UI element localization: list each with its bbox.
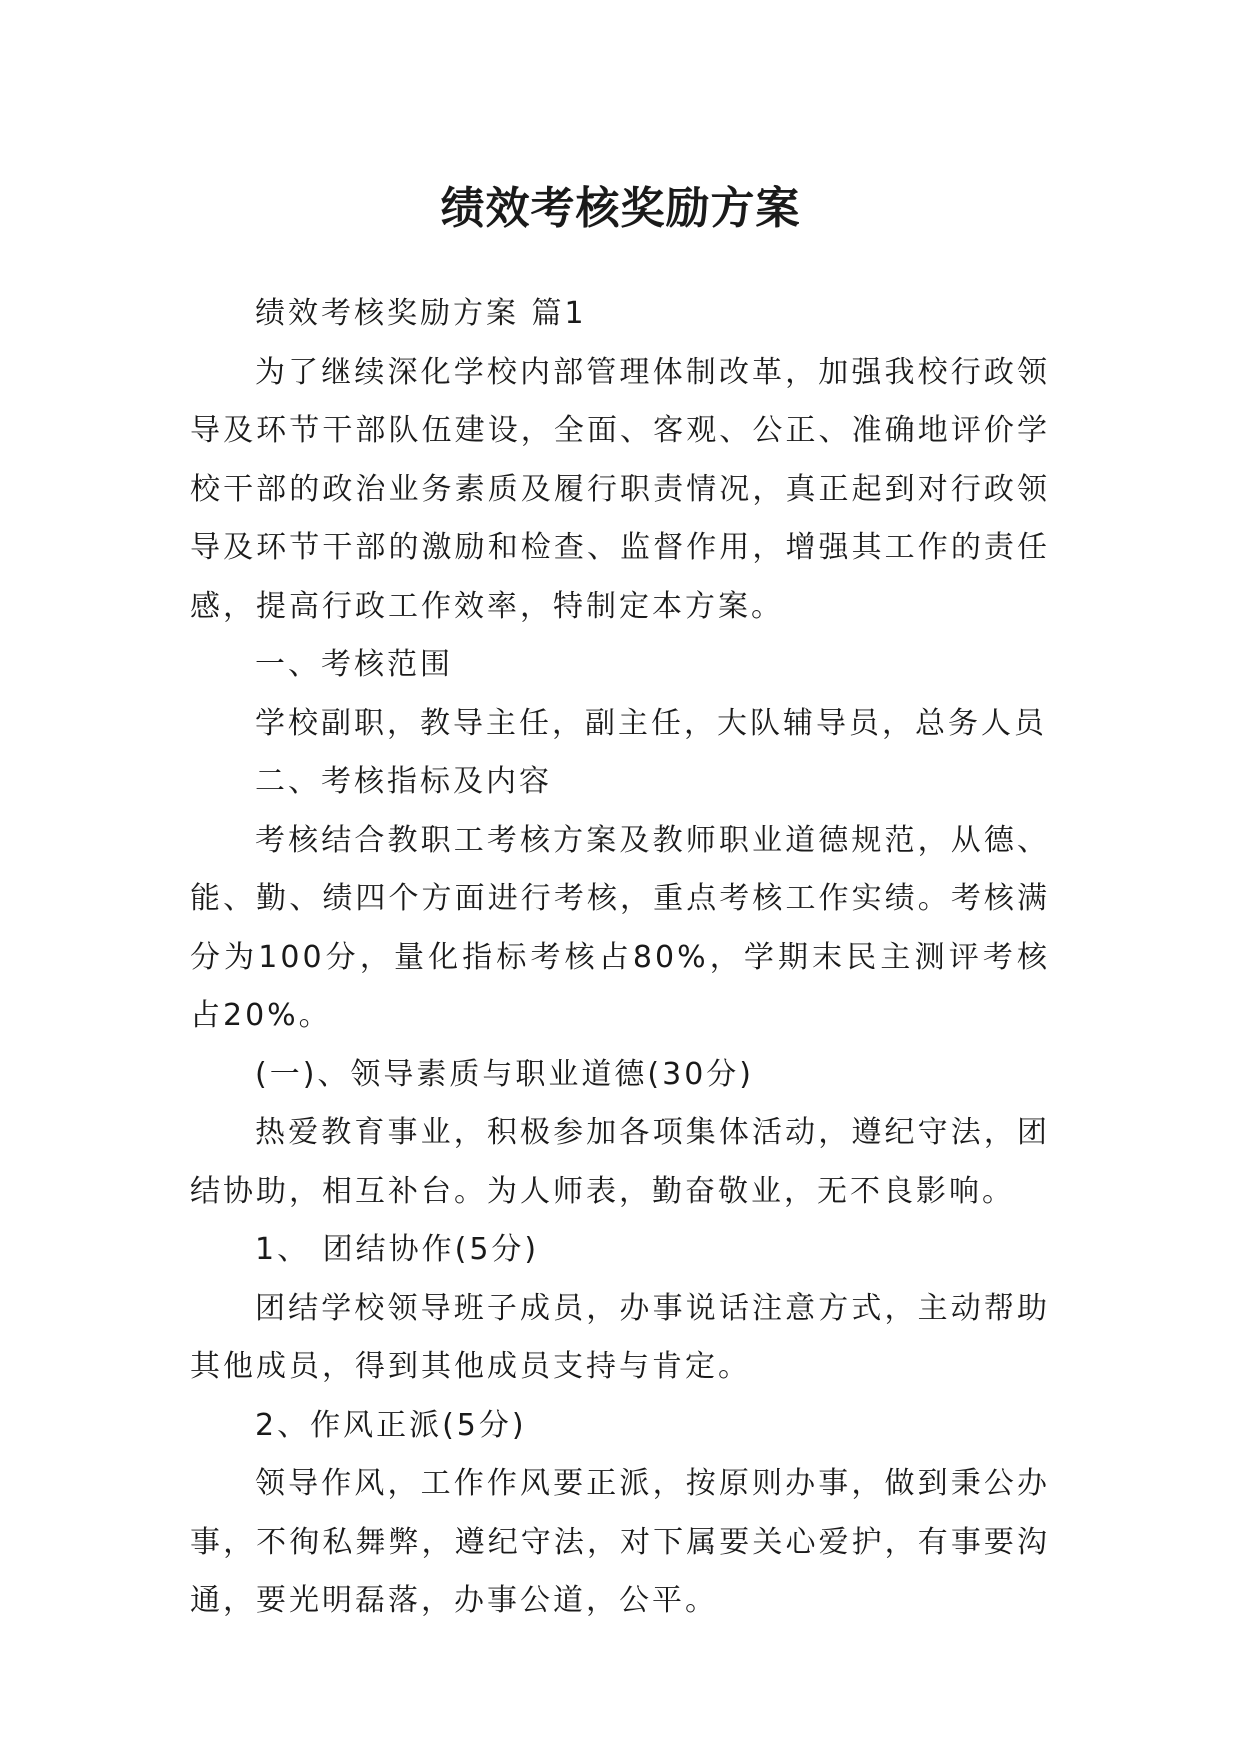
document-title: 绩效考核奖励方案 <box>440 183 801 235</box>
leadership-paragraph: 热爱教育事业，积极参加各项集体活动，遵纪守法，团结协助，相互补台。为人师表，勤奋敬业，无不良影响。 <box>190 1115 1050 1209</box>
section-heading-indicators: 二、考核指标及内容 <box>255 764 552 799</box>
section-heading-part-1: 绩效考核奖励方案 篇1 <box>255 296 587 331</box>
section-heading-scope: 一、考核范围 <box>255 647 453 682</box>
integrity-paragraph: 领导作风，工作作风要正派，按原则办事，做到秉公办事，不徇私舞弊，遵纪守法，对下属要关心爱护，有事要沟通，要光明磊落，办事公道，公平。 <box>190 1466 1050 1618</box>
item-heading-teamwork: 1、 团结协作(5分) <box>255 1232 540 1267</box>
intro-paragraph: 为了继续深化学校内部管理体制改革，加强我校行政领导及环节干部队伍建设，全面、客观、公正、准确地评价学校干部的政治业务素质及履行职责情况，真正起到对行政领导及环节干部的激励和检查、监督作用，增强其工作的责任感，提高行政工作效率，特制定本方案。 <box>190 354 1050 624</box>
subsection-heading-leadership: (一)、领导素质与职业道德(30分) <box>255 1056 754 1092</box>
indicators-paragraph: 考核结合教职工考核方案及教师职业道德规范，从德、能、勤、绩四个方面进行考核，重点考核工作实绩。考核满分为100分，量化指标考核占80%，学期末民主测评考核占20%。 <box>190 822 1050 1033</box>
teamwork-paragraph: 团结学校领导班子成员，办事说话注意方式，主动帮助其他成员，得到其他成员支持与肯定。 <box>190 1290 1050 1384</box>
document-body <box>190 285 1050 1631</box>
item-heading-integrity: 2、作风正派(5分) <box>255 1407 527 1443</box>
scope-paragraph: 学校副职，教导主任，副主任，大队辅导员，总务人员 <box>255 705 1047 741</box>
